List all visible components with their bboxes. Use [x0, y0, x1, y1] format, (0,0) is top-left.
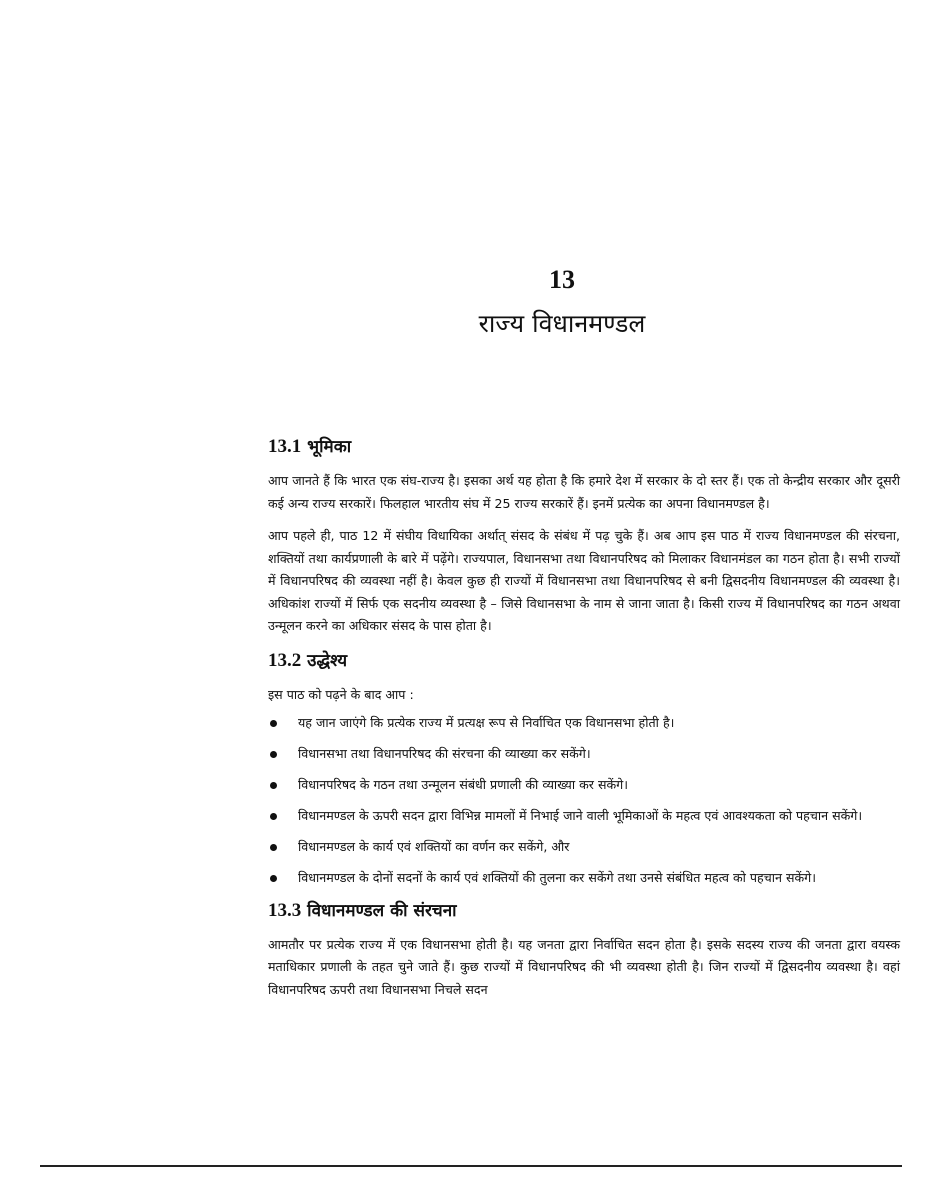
- list-item: [268, 712, 900, 734]
- objectives-intro: इस पाठ को पढ़ने के बाद आप :: [268, 686, 414, 702]
- list-item: [268, 774, 900, 796]
- list-item: [268, 743, 900, 765]
- list-item-text: विधानमण्डल के ऊपरी सदन द्वारा विभिन्न मामलों में निभाई जाने वाली भूमिकाओं के महत्व एवं आवश्यकता को पहचान सकेंगे।: [298, 807, 863, 823]
- list-item-text: विधानपरिषद के गठन तथा उन्मूलन संबंधी प्रणाली की व्याख्या कर सकेंगे।: [298, 776, 629, 792]
- section-heading-introduction: [268, 434, 900, 458]
- section-number: 13.2: [268, 649, 302, 671]
- list-item: [268, 805, 900, 827]
- section-title: विधानमण्डल की संरचना: [307, 900, 457, 921]
- list-item-text: विधानमण्डल के दोनों सदनों के कार्य एवं शक्तियों की तुलना कर सकेंगे तथा उनसे संबंधित महत्व को पहचान सकेंगे।: [298, 869, 817, 885]
- section-title: भूमिका: [307, 437, 352, 457]
- objectives-list: [268, 712, 900, 889]
- chapter-title: राज्य विधानमण्डल: [478, 309, 646, 338]
- paragraph: आप जानते हैं कि भारत एक संघ-राज्य है। इसका अर्थ यह होता है कि हमारे देश में सरकार के दो स्तर हैं। एक तो केन्द्रीय सरकार और दूसरी कई अन्य राज्य सरकारें। फिलहाल भारतीय संघ में 25 राज्य सरकारें हैं। इनमें प्रत्येक का अपना विधानमण्डल है।: [268, 473, 900, 511]
- section-heading-objectives: [268, 648, 900, 672]
- section-number: 13.3: [268, 899, 302, 921]
- list-item-text: यह जान जाएंगे कि प्रत्येक राज्य में प्रत्यक्ष रूप से निर्वाचित एक विधानसभा होती है।: [298, 714, 675, 730]
- list-item: [268, 836, 900, 858]
- chapter-content: [268, 434, 900, 1011]
- paragraph: आमतौर पर प्रत्येक राज्य में एक विधानसभा होती है। यह जनता द्वारा निर्वाचित सदन होता है। इसके सदस्य राज्य की जनता द्वारा वयस्क मताधिकार प्रणाली के तहत चुने जाते हैं। कुछ राज्यों में विधानपरिषद की भी व्यवस्था होती है। जिन राज्यों में द्विसदनीय व्यवस्था है। वहां विधानपरिषद ऊपरी तथा विधानसभा निचले सदन: [268, 936, 900, 997]
- section-title: उद्धेश्य: [307, 650, 348, 671]
- bullet-icon: [270, 751, 277, 758]
- list-item: [268, 867, 900, 889]
- list-item-text: विधानसभा तथा विधानपरिषद की संरचना की व्याख्या कर सकेंगे।: [298, 745, 591, 761]
- section-heading-structure: [268, 898, 900, 922]
- bullet-icon: [270, 720, 277, 727]
- bullet-icon: [270, 813, 277, 820]
- list-item-text: विधानमण्डल के कार्य एवं शक्तियों का वर्णन कर सकेंगे, और: [298, 838, 570, 854]
- bullet-icon: [270, 844, 277, 851]
- bullet-icon: [270, 875, 277, 882]
- page-bottom-rule: [40, 1165, 902, 1167]
- section-number: 13.1: [268, 436, 302, 457]
- bullet-icon: [270, 782, 277, 789]
- paragraph: आप पहले ही, पाठ 12 में संघीय विधायिका अर्थात् संसद के संबंध में पढ़ चुके हैं। अब आप इस पाठ में राज्य विधानमण्डल की संरचना, शक्तियों तथा कार्यप्रणाली के बारे में पढ़ेंगे। राज्यपाल, विधानसभा तथा विधानपरिषद को मिलाकर विधानमंडल का गठन होता है। सभी राज्यों में विधानपरिषद की व्यवस्था नहीं है। केवल कुछ ही राज्यों में विधानसभा तथा विधानपरिषद से बनी द्विसदनीय विधानमण्डल की व्यवस्था है। अधिकांश राज्यों में सिर्फ एक सदनीय व्यवस्था है – जिसे विधानसभा के नाम से जाना जाता है। किसी राज्य में विधानपरिषद का गठन अथवा उन्मूलन करने का अधिकार संसद के पास होता है।: [268, 528, 900, 633]
- chapter-number: 13: [549, 265, 575, 294]
